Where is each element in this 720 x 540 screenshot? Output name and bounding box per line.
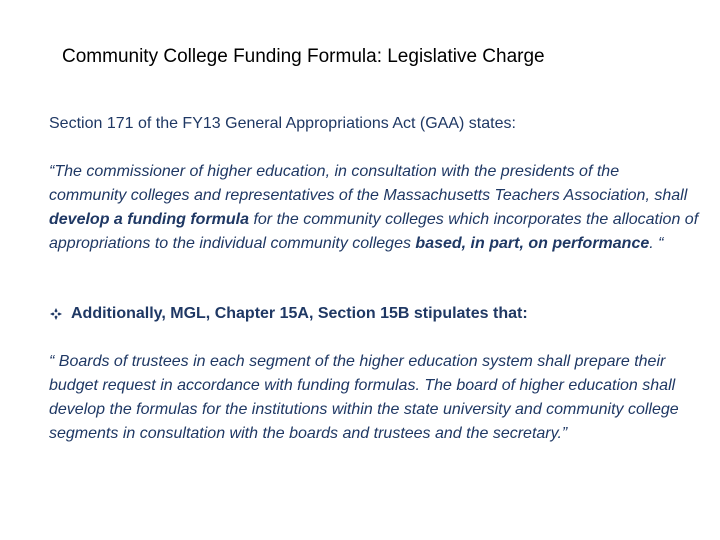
page-title: Community College Funding Formula: Legislative Charge	[62, 46, 545, 67]
quote-text: . “	[649, 235, 664, 252]
quote-emphasis: based, in part, on performance	[415, 235, 650, 252]
quote-emphasis: develop a funding formula	[49, 211, 250, 228]
diamond-bullet-icon	[49, 307, 63, 321]
bullet-text: Additionally, MGL, Chapter 15A, Section 15B stipulates that:	[71, 305, 528, 322]
section-heading: Section 171 of the FY13 General Appropriations Act (GAA) states:	[49, 115, 516, 132]
quote-text: “The commissioner of higher education, in consultation with the presidents of the community colleges and representatives of the Massachusetts Teachers Association, shall	[49, 163, 688, 204]
legislative-quote	[49, 160, 699, 256]
bullet-item	[49, 305, 699, 323]
quote-text: for the community colleges which incorporates the allocation of appropriations to the individual community colleges	[49, 211, 699, 252]
mgl-quote: “ Boards of trustees in each segment of the higher education system shall prepare their budget request in accordance with funding formulas. The board of higher education shall develop the formulas for the institutions within the state university and community college segments in consultation with the boards and trustees and the secretary.”	[49, 353, 679, 442]
